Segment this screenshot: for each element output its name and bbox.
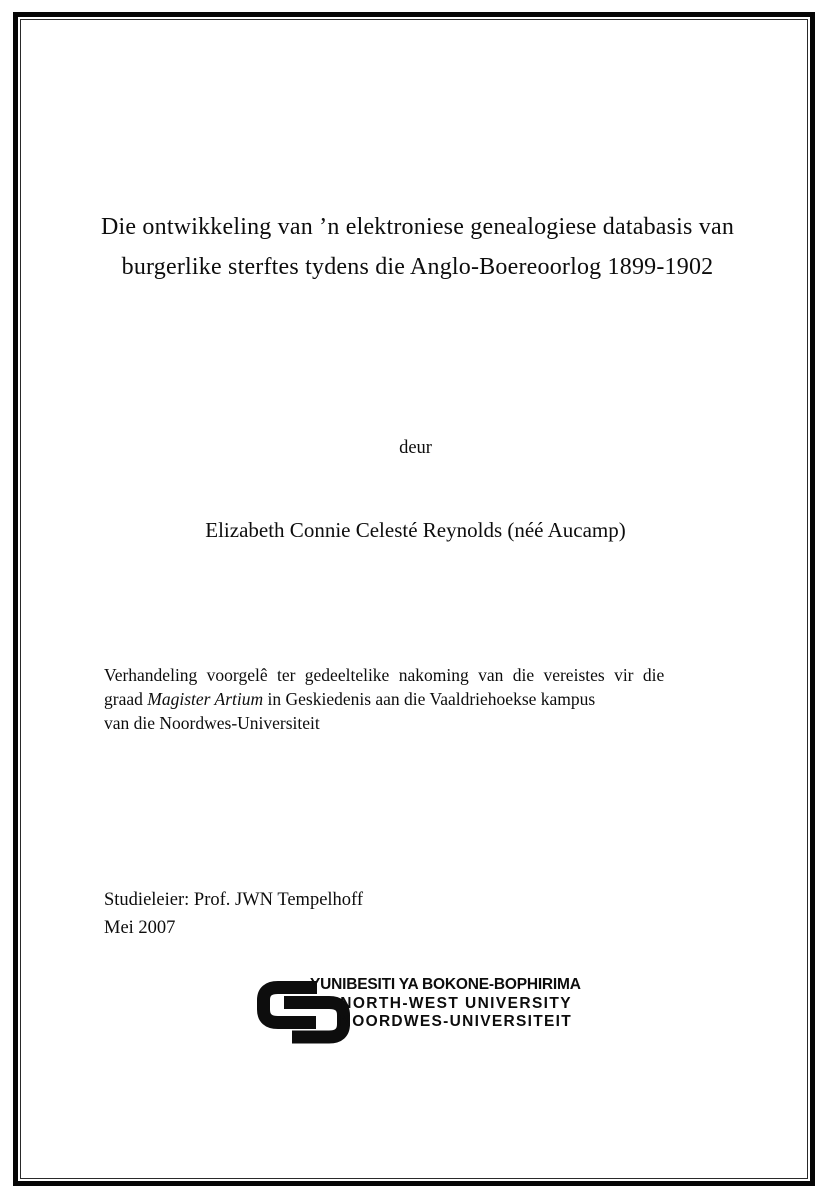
logo-text-afrikaans: NOORDWES-UNIVERSITEIT [339, 1013, 572, 1030]
university-logo-text [310, 976, 581, 1032]
author-name: Elizabeth Connie Celesté Reynolds (néé Aucamp) [205, 518, 626, 542]
submission-line3: van die Noordwes-Universiteit [104, 713, 320, 733]
date-line: Mei 2007 [104, 918, 176, 938]
logo-text-setswana: YUNIBESITI YA BOKONE-BOPHIRIMA [310, 976, 581, 993]
degree-name: Magister Artium [147, 689, 264, 709]
byline-label: deur [399, 438, 432, 458]
logo-text-english: NORTH-WEST UNIVERSITY [340, 994, 572, 1012]
supervisor-and-date-block [104, 886, 363, 942]
submission-statement [104, 663, 754, 735]
thesis-title-line2: burgerlike sterftes tydens die Anglo-Boereoorlog 1899-1902 [121, 254, 714, 280]
thesis-title [10, 207, 825, 287]
supervisor-line: Studieleier: Prof. JWN Tempelhoff [104, 890, 364, 910]
submission-line2-prefix: graad [104, 689, 148, 709]
thesis-title-line1: Die ontwikkeling van ’n elektroniese genealogiese databasis van [100, 214, 735, 240]
submission-line1: Verhandeling voorgelê ter gedeeltelike nakoming van die vereistes vir die [104, 665, 665, 685]
submission-line2-suffix: in Geskiedenis aan die Vaaldriehoekse kampus [263, 689, 596, 709]
submission-line2 [104, 687, 754, 711]
